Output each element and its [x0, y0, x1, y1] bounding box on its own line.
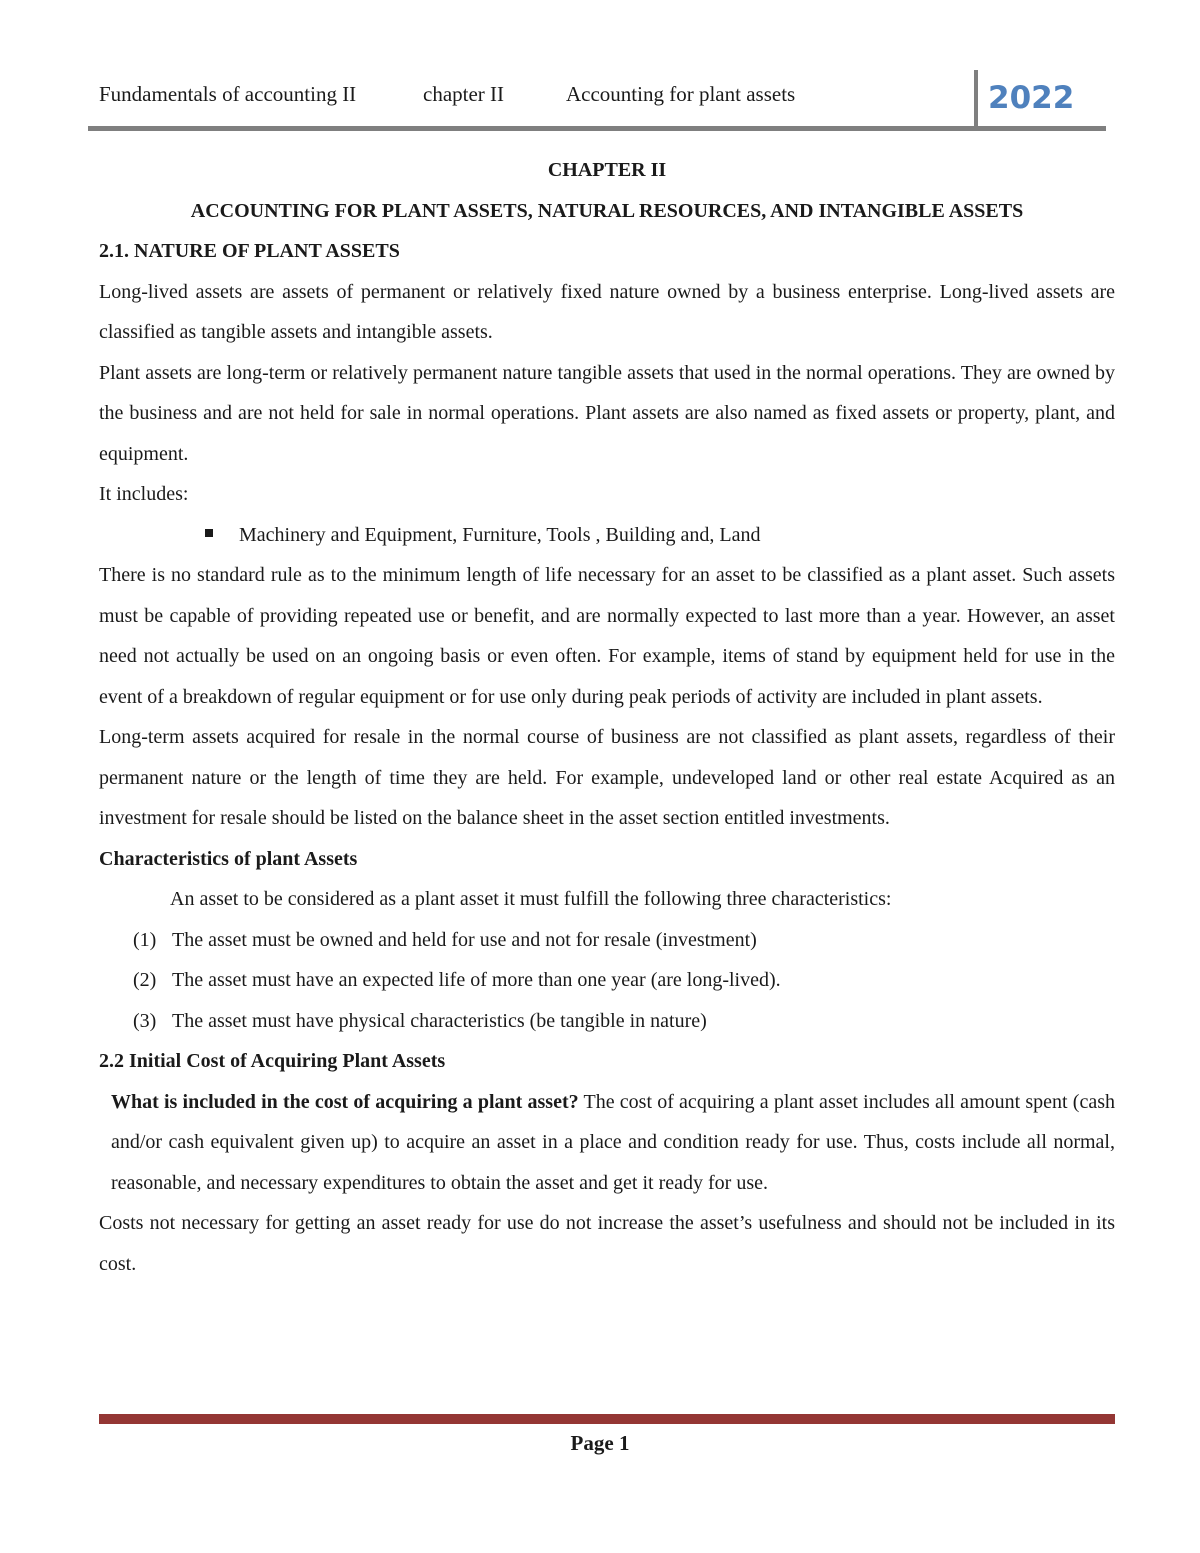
list-number: (3) — [133, 1009, 157, 1032]
includes-label: It includes: — [99, 483, 189, 505]
square-bullet-icon — [205, 529, 213, 537]
list-item — [99, 515, 1115, 556]
section-heading-2-2: 2.2 Initial Cost of Acquiring Plant Assets — [99, 1050, 446, 1072]
header-topic: Accounting for plant assets — [566, 82, 796, 106]
paragraph-resale-assets: Long-term assets acquired for resale in the normal course of business are not classified as plant assets, regardless of their permanent nature or the length of time they are held. For example, undeveloped land or other real estate Acquired as an investment for resale should be listed on the balance sheet in the asset section entitled investments. — [99, 726, 1115, 829]
header-year: 2022 — [988, 80, 1075, 116]
header-separator — [974, 70, 978, 128]
header-rule — [88, 126, 1106, 131]
chapter-subtitle: ACCOUNTING FOR PLANT ASSETS, NATURAL RESOURCES, AND INTANGIBLE ASSETS — [190, 199, 1024, 222]
list-item-text: Machinery and Equipment, Furniture, Tools , Building and, Land — [239, 523, 761, 546]
list-item — [99, 1001, 1115, 1042]
header-chapter: chapter II — [423, 82, 505, 106]
paragraph-minimum-life: There is no standard rule as to the minimum length of life necessary for an asset to be classified as a plant asset. Such assets must be capable of providing repeated use or benefit, and are normally expected to last more than a year. However, an asset need not actually be used on an ongoing basis or even often. For example, items of stand by equipment held for use in the event of a breakdown of regular equipment or for use only during peak periods of activity are included in plant assets. — [99, 564, 1115, 708]
list-item-text: The asset must be owned and held for use and not for resale (investment) — [172, 928, 757, 951]
header-course: Fundamentals of accounting II — [99, 82, 357, 106]
paragraph-long-lived-assets: Long-lived assets are assets of permanent or relatively fixed nature owned by a business enterprise. Long-lived assets are classified as tangible assets and intangible assets. — [99, 280, 1115, 343]
section-heading-2-1: 2.1. NATURE OF PLANT ASSETS — [99, 240, 400, 262]
footer-rule — [99, 1414, 1115, 1424]
paragraph-acquisition-cost — [99, 1082, 1115, 1204]
answer-text: The cost of acquiring a plant asset includes all amount spent (cash and/or cash equivalent given up) to acquire an asset in a place and condition ready for use. Thus, costs include all normal, reasonable, and necessary expenditures to obtain the asset and get it ready for use. — [111, 1090, 1115, 1194]
paragraph-plant-assets-definition: Plant assets are long-term or relatively permanent nature tangible assets that used in the normal operations. They are owned by the business and are not held for sale in normal operations. Plant assets are also named as fixed assets or property, plant, and equipment. — [99, 361, 1115, 465]
characteristics-intro: An asset to be considered as a plant asset it must fulfill the following three characteristics: — [170, 888, 892, 910]
page-header — [0, 0, 1200, 135]
list-item — [99, 960, 1115, 1001]
includes-list — [99, 515, 1115, 556]
characteristics-list — [99, 920, 1115, 1042]
question-text: What is included in the cost of acquiring a plant asset? — [111, 1090, 579, 1113]
characteristics-heading: Characteristics of plant Assets — [99, 847, 358, 870]
list-item — [99, 920, 1115, 961]
paragraph-unnecessary-costs: Costs not necessary for getting an asset ready for use do not increase the asset’s usefulness and should not be included in its cost. — [99, 1212, 1115, 1275]
page-content — [99, 150, 1115, 1284]
list-item-text: The asset must have an expected life of more than one year (are long-lived). — [172, 969, 781, 991]
list-number: (2) — [133, 969, 157, 991]
list-number: (1) — [133, 928, 157, 951]
chapter-title: CHAPTER II — [547, 159, 667, 181]
list-item-text: The asset must have physical characteristics (be tangible in nature) — [172, 1009, 707, 1032]
page-number: Page 1 — [570, 1431, 630, 1455]
